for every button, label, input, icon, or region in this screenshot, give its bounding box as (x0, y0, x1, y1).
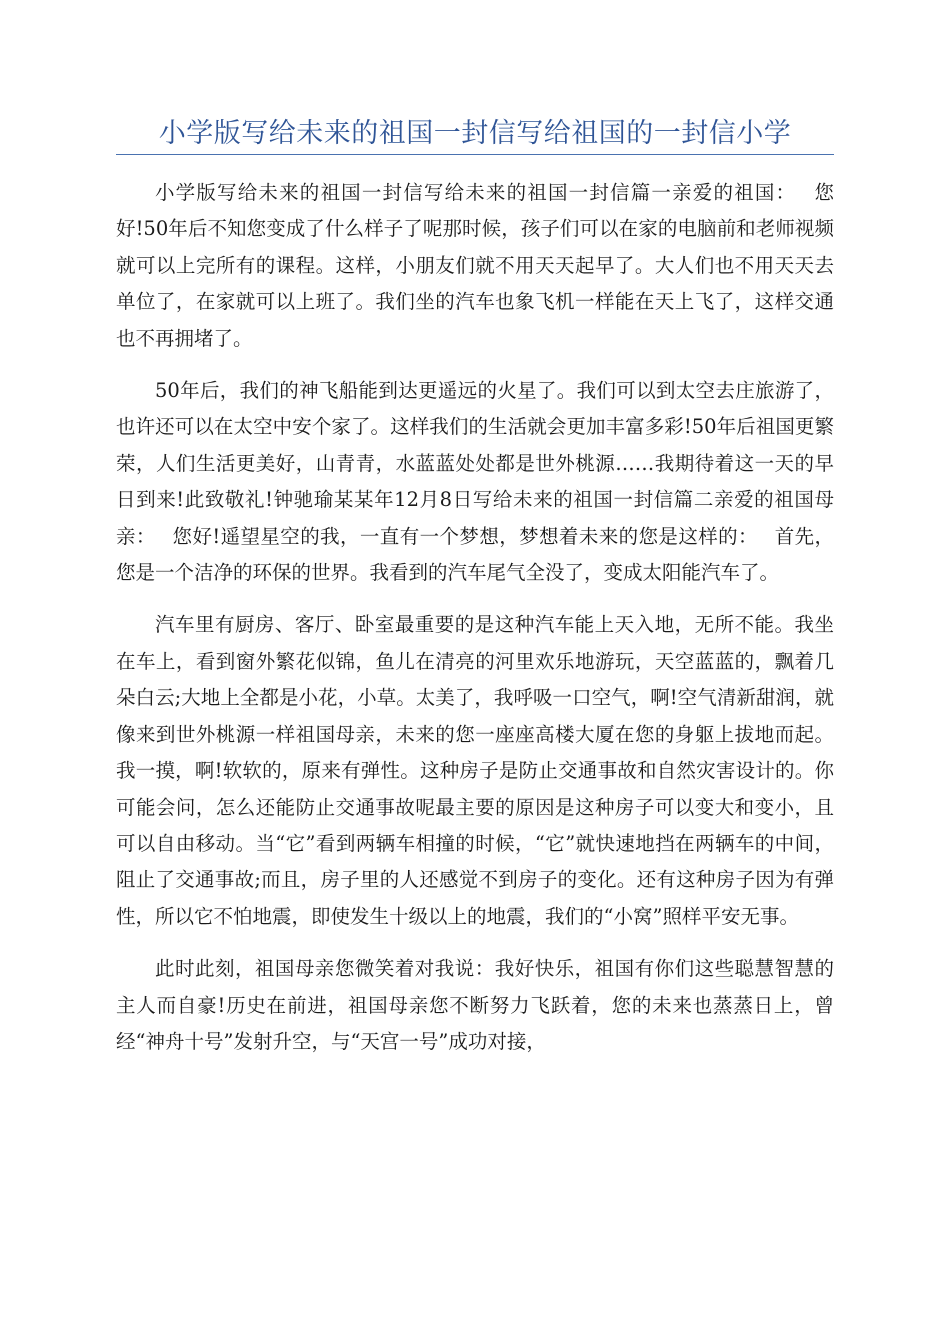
paragraph-2: 50年后，我们的神飞船能到达更遥远的火星了。我们可以到太空去庄旅游了，也许还可以在太空中安个家了。这样我们的生活就会更加丰富多彩!50年后祖国更繁荣，人们生活更美好，山青青，水蓝蓝处处都是世外桃源……我期待着这一天的早日到来!此致敬礼!钟驰瑜某某年12月8日写给未来的祖国一封信篇二亲爱的祖国母亲： 您好!遥望星空的我，一直有一个梦想，梦想着未来的您是这样的： 首先，您是一个洁净的环保的世界。我看到的汽车尾气全没了，变成太阳能汽车了。 (116, 379, 834, 585)
paragraph-1: 小学版写给未来的祖国一封信写给未来的祖国一封信篇一亲爱的祖国： 您好!50年后不知您变成了什么样子了呢那时候，孩子们可以在家的电脑前和老师视频就可以上完所有的课程。这样，小朋友们就不用天天起早了。大人们也不用天天去单位了，在家就可以上班了。我们坐的汽车也象飞机一样能在天上飞了，这样交通也不再拥堵了。 (116, 181, 834, 350)
paragraph-4: 此时此刻，祖国母亲您微笑着对我说：我好快乐，祖国有你们这些聪慧智慧的主人而自豪!历史在前进，祖国母亲您不断努力飞跃着，您的未来也蒸蒸日上，曾经“神舟十号”发射升空，与“天宫一号”成功对接， (116, 957, 834, 1053)
title-underline (116, 154, 834, 155)
paragraph-3: 汽车里有厨房、客厅、卧室最重要的是这种汽车能上天入地，无所不能。我坐在车上，看到窗外繁花似锦，鱼儿在清亮的河里欢乐地游玩，天空蓝蓝的，飘着几朵白云;大地上全都是小花，小草。太美了，我呼吸一口空气，啊!空气清新甜润，就像来到世外桃源一样祖国母亲，未来的您一座座高楼大厦在您的身躯上拔地而起。我一摸，啊!软软的，原来有弹性。这种房子是防止交通事故和自然灾害设计的。你可能会问，怎么还能防止交通事故呢最主要的原因是这种房子可以变大和变小，且可以自由移动。当“它”看到两辆车相撞的时候，“它”就快速地挡在两辆车的中间，阻止了交通事故;而且，房子里的人还感觉不到房子的变化。还有这种房子因为有弹性，所以它不怕地震，即使发生十级以上的地震，我们的“小窝”照样平安无事。 (116, 613, 834, 928)
document-title: 小学版写给未来的祖国一封信写给祖国的一封信小学 (158, 118, 792, 149)
document-body (116, 175, 834, 1076)
